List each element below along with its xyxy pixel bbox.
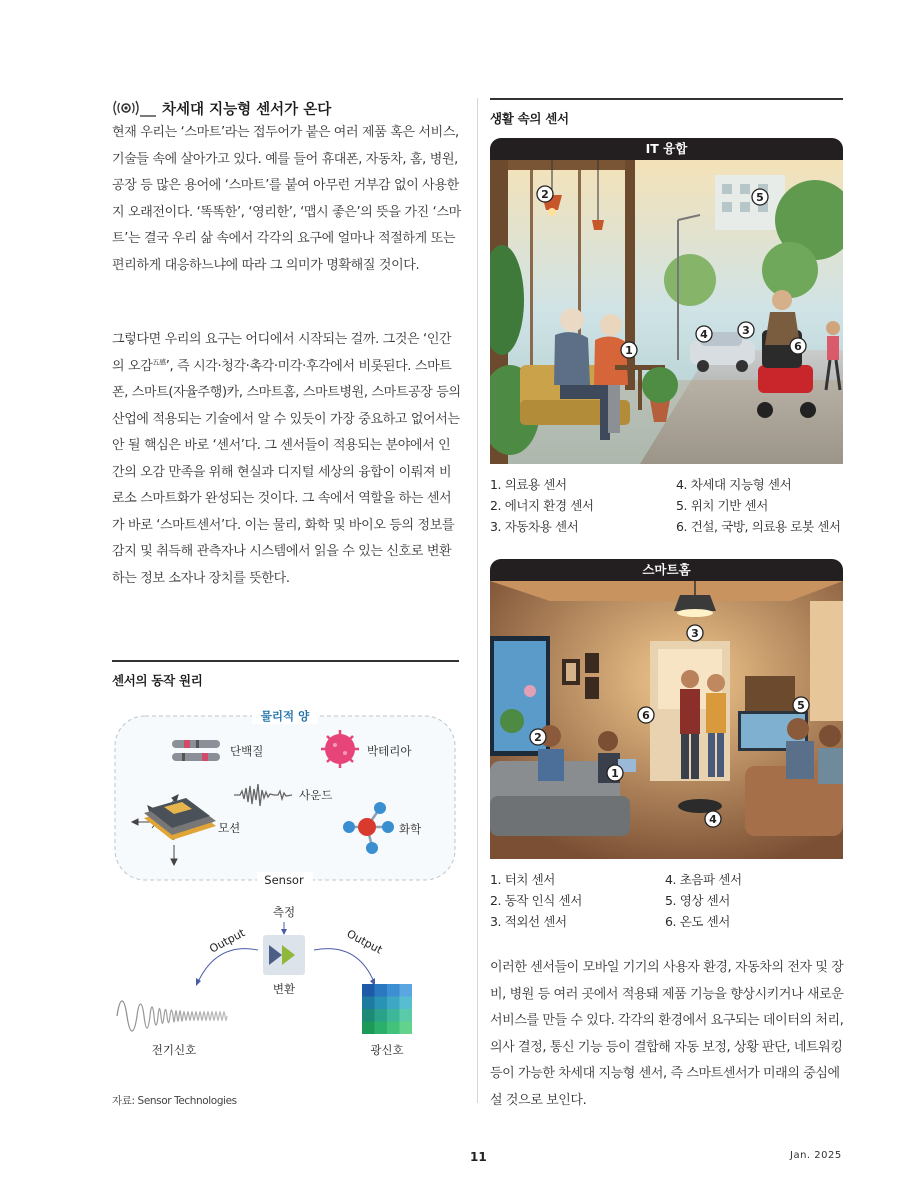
sensor-principle-diagram <box>112 700 459 1070</box>
legend-item: 2. 에너지 환경 센서 <box>490 498 594 513</box>
svg-text:4: 4 <box>700 328 708 341</box>
legend-item: 2. 동작 인식 센서 <box>490 893 582 908</box>
legend-item: 6. 건설, 국방, 의료용 로봇 센서 <box>676 519 841 534</box>
svg-text:1: 1 <box>625 344 633 357</box>
hanja-annotation: 五感 <box>152 358 166 367</box>
senses-paragraph: 그렇다면 우리의 요구는 어디에서 시작되는 걸까. 그것은 ‘인간의 오감$^{五感}$’, 즉 시각·청각·촉각·미각·후각에서 비롯된다. 스마트폰, 스마트(자율주행)카, 스마트홈, 스마트병원, 스마트공장 등의 산업에 적용되는 기술에서 알 수 있듯이 가장 중요하고 없어서는 안 될 핵심은 바로 ‘센서’다. 그 센서들이 적용되는 분야에서 인간의 오감 만족을 위해 현실과 디지털 세상의 융합이 이뤄져 비로소 스마트화가 완성되는 것이다. 그 속에서 역할을 하는 센서가 바로 ‘스마트센서’다. 이는 물리, 화학 및 바이오 등의 정보를 감지 및 취득해 관측자나 시스템에서 읽을 수 있는 신호로 변환하는 정보 소자나 장치를 뜻한다. <box>112 332 461 586</box>
marker-2 <box>537 186 553 202</box>
sensor-principle-heading: 센서의 동작 원리 <box>112 673 203 688</box>
marker-6 <box>638 707 654 723</box>
marker-3 <box>738 322 754 338</box>
intro-paragraph: 현재 우리는 ‘스마트’라는 접두어가 붙은 여러 제품 혹은 서비스, 기술들 속에 살아가고 있다. 예를 들어 휴대폰, 자동차, 홈, 병원, 공장 등 많은 용어에 ‘스마트’를 붙여 아무런 거부감 없이 사용한 지 오래전이다. ‘똑똑한’, ‘영리한’, ‘맵시 좋은’의 뜻을 가진 ‘스마트’는 결국 우리 삶 속에서 각각의 요구에 얼마나 적절하게 또는 편리하게 대응하느냐에 따라 그 의미가 명확해질 것이다. <box>112 125 461 273</box>
smart-home-tag: 스마트홈 <box>490 559 843 581</box>
optical-signal-icon <box>362 984 412 1034</box>
marker-6 <box>790 338 806 354</box>
marker-5 <box>752 189 768 205</box>
marker-3 <box>687 625 703 641</box>
legend-item: 3. 적외선 센서 <box>490 914 567 929</box>
section-divider <box>112 660 459 662</box>
marker-1 <box>621 342 637 358</box>
legend-item: 1. 터치 센서 <box>490 872 555 887</box>
issue-date: Jan. 2025 <box>790 1150 842 1161</box>
output-left-label: Output <box>207 926 248 956</box>
legend-item: 5. 위치 기반 센서 <box>676 498 768 513</box>
it-fusion-tag: IT 융합 <box>490 138 843 160</box>
measure-label: 측정 <box>272 905 296 919</box>
svg-text:5: 5 <box>756 191 764 204</box>
convert-label: 변환 <box>272 982 296 996</box>
sensor-label: Sensor <box>264 873 304 887</box>
motion-label: 모션 <box>218 821 241 835</box>
svg-text:5: 5 <box>797 699 805 712</box>
electric-signal-label: 전기신호 <box>151 1043 197 1057</box>
output-right-label: Output <box>344 927 385 957</box>
marker-4 <box>705 811 721 827</box>
protein-label: 단백질 <box>230 744 264 758</box>
smart-home-legend <box>490 869 850 935</box>
smart-home-illustration <box>490 581 843 859</box>
bacteria-label: 박테리아 <box>367 744 412 758</box>
legend-item: 5. 영상 센서 <box>665 893 730 908</box>
page-number: 11 <box>470 1150 487 1164</box>
section-title: 차세대 지능형 센서가 온다 <box>162 101 332 118</box>
optical-signal-label: 광신호 <box>370 1043 404 1057</box>
chemical-label: 화학 <box>399 822 422 836</box>
marker-1 <box>607 765 623 781</box>
section-header <box>112 97 331 119</box>
marker-2 <box>530 729 546 745</box>
sound-label: 사운드 <box>299 788 333 802</box>
column-divider <box>477 98 478 1103</box>
life-sensors-heading: 생활 속의 센서 <box>490 111 569 126</box>
legend-item: 4. 차세대 지능형 센서 <box>676 477 792 492</box>
svg-text:2: 2 <box>534 731 542 744</box>
legend-item: 1. 의료용 센서 <box>490 477 567 492</box>
section-divider-right <box>490 98 843 100</box>
svg-text:3: 3 <box>691 627 699 640</box>
svg-text:6: 6 <box>642 709 650 722</box>
closing-paragraph: 이러한 센서들이 모바일 기기의 사용자 환경, 자동차의 전자 및 장비, 병원 등 여러 곳에서 적용돼 제품 기능을 향상시키거나 새로운 서비스를 만들 수 있다. 각각의 환경에서 요구되는 데이터의 처리, 의사 결정, 통신 기능 등이 결합해 자동 보정, 상황 판단, 네트워킹 등이 가능한 차세대 지능형 센서, 즉 스마트센서가 미래의 중심에 설 것으로 보인다. <box>490 960 844 1108</box>
it-fusion-legend <box>490 474 850 540</box>
svg-text:6: 6 <box>794 340 802 353</box>
legend-item: 4. 초음파 센서 <box>665 872 742 887</box>
marker-4 <box>696 326 712 342</box>
marker-5 <box>793 697 809 713</box>
svg-text:3: 3 <box>742 324 750 337</box>
legend-item: 6. 온도 센서 <box>665 914 730 929</box>
source-note: 자료: Sensor Technologies <box>112 1095 237 1107</box>
physical-quantity-label: 물리적 양 <box>260 709 310 723</box>
svg-text:4: 4 <box>709 813 717 826</box>
signal-wave-icon <box>112 97 158 119</box>
svg-text:2: 2 <box>541 188 549 201</box>
electric-wave-icon <box>117 1001 227 1031</box>
svg-text:1: 1 <box>611 767 619 780</box>
legend-item: 3. 자동차용 센서 <box>490 519 579 534</box>
it-fusion-illustration <box>490 160 843 464</box>
